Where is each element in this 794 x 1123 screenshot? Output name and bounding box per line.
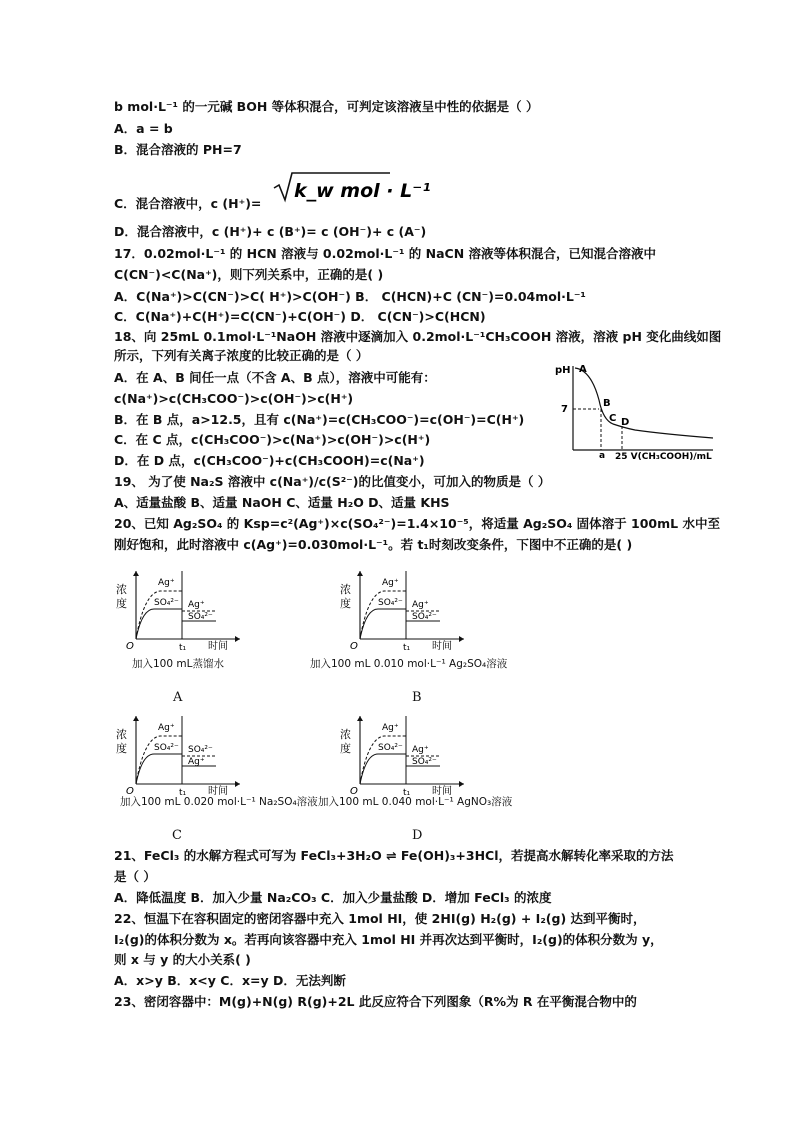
sqrt-formula bbox=[272, 170, 431, 207]
q22-options: A．x>y B．x<y C．x=y D．无法判断 bbox=[114, 973, 346, 988]
q17-stem-line-1: 17．0.02mol·L⁻¹ 的 HCN 溶液与 0.02mol·L⁻¹ 的 NaCN 溶液等体积混合，已知混合溶液中 bbox=[114, 246, 657, 261]
q18-option-a: A．在 A、B 间任一点（不含 A、B 点），溶液中可能有： bbox=[114, 370, 436, 385]
graph-after-bottom-label: SO₄²⁻ bbox=[412, 612, 437, 622]
q17-options-cd: C．C(Na⁺)+C(H⁺)=C(CN⁻)+C(OH⁻) D． C(CN⁻)>C(HCN) bbox=[114, 309, 486, 324]
graph-A bbox=[116, 567, 256, 652]
graph-y-label-2: 度 bbox=[116, 597, 127, 610]
q21-stem-line-1: 21、FeCl₃ 的水解方程式可写为 FeCl₃+3H₂O ⇌ Fe(OH)₃+3HCl，若提高水解转化率采取的方法 bbox=[114, 848, 674, 863]
q16-stem-line: b mol·L⁻¹ 的一元碱 BOH 等体积混合，可判定该溶液呈中性的依据是（ ） bbox=[114, 99, 539, 114]
graph-letter: A bbox=[173, 690, 183, 705]
q21-stem-line-2: 是（ ） bbox=[114, 869, 156, 884]
graph-y-arrow bbox=[357, 571, 363, 576]
graph-y-arrow bbox=[133, 571, 139, 576]
graph-after-top-label: Ag⁺ bbox=[412, 600, 429, 610]
graph-y-label: 浓 bbox=[116, 728, 127, 741]
graph-y-label-2: 度 bbox=[340, 597, 351, 610]
q22-stem-line-3: 则 x 与 y 的大小关系( ) bbox=[114, 952, 251, 967]
graph-ion-ag: Ag⁺ bbox=[382, 578, 399, 588]
graph-t1-label: t₁ bbox=[179, 788, 187, 798]
q20-stem-line-1: 20、已知 Ag₂SO₄ 的 Ksp=c²(Ag⁺)×c(SO₄²⁻)=1.4×10⁻⁵，将适量 Ag₂SO₄ 固体溶于 100mL 水中至 bbox=[114, 516, 720, 531]
q19-stem: 19、 为了使 Na₂S 溶液中 c(Na⁺)/c(S²⁻)的比值变小，可加入的物质是（ ） bbox=[114, 474, 551, 489]
q23-stem: 23、密闭容器中：M(g)+N(g) R(g)+2L 此反应符合下列图象（R%为 R 在平衡混合物中的 bbox=[114, 994, 637, 1009]
graph-so4-curve bbox=[136, 754, 182, 784]
graph-ion-so4: SO₄²⁻ bbox=[154, 743, 179, 753]
q17-stem-line-2: C(CN⁻)<C(Na⁺)，则下列关系中，正确的是( ) bbox=[114, 267, 384, 282]
graph-B bbox=[340, 567, 480, 652]
ph-y-label: pH bbox=[555, 365, 571, 376]
graph-C bbox=[116, 712, 256, 797]
graph-y-label-2: 度 bbox=[116, 742, 127, 755]
graph-after-top-label: Ag⁺ bbox=[188, 600, 205, 610]
graph-after-top-label: Ag⁺ bbox=[412, 745, 429, 755]
graph-x-arrow bbox=[235, 781, 240, 787]
ph-point-b: B bbox=[603, 398, 611, 409]
graph-D bbox=[340, 712, 480, 797]
graph-so4-curve bbox=[136, 609, 182, 639]
q18-option-a-cont: c(Na⁺)>c(CH₃COO⁻)>c(OH⁻)>c(H⁺) bbox=[114, 391, 354, 406]
graph-y-label: 浓 bbox=[340, 728, 351, 741]
graph-after-bottom-label: SO₄²⁻ bbox=[188, 612, 213, 622]
graph-ion-ag: Ag⁺ bbox=[382, 723, 399, 733]
graph-ion-ag: Ag⁺ bbox=[158, 578, 175, 588]
graph-y-label: 浓 bbox=[116, 583, 127, 596]
graph-x-arrow bbox=[459, 781, 464, 787]
graph-origin: O bbox=[350, 786, 358, 797]
q16-option-b: B．混合溶液的 PH=7 bbox=[114, 142, 242, 157]
q18-option-d: D．在 D 点，c(CH₃COO⁻)+c(CH₃COOH)=c(Na⁺) bbox=[114, 453, 425, 468]
graph-y-label: 浓 bbox=[340, 583, 351, 596]
graph-caption: 加入100 mL 0.040 mol·L⁻¹ AgNO₃溶液 bbox=[318, 796, 513, 808]
graph-origin: O bbox=[350, 641, 358, 652]
graph-t1-label: t₁ bbox=[403, 643, 411, 653]
q16-option-a: A．a = b bbox=[114, 121, 173, 136]
sqrt-formula-text: k_w mol · L⁻¹ bbox=[294, 180, 431, 202]
graph-ion-so4: SO₄²⁻ bbox=[378, 598, 403, 608]
q16-option-d: D．混合溶液中，c (H⁺)+ c (B⁺)= c (OH⁻)+ c (A⁻) bbox=[114, 224, 427, 239]
graph-letter: C bbox=[172, 828, 182, 843]
q21-options: A．降低温度 B．加入少量 Na₂CO₃ C．加入少量盐酸 D．增加 FeCl₃ 的浓度 bbox=[114, 890, 552, 905]
ph-tick-7: 7 bbox=[561, 404, 568, 415]
graph-x-label: 时间 bbox=[208, 786, 228, 797]
graph-caption: 加入100 mL 0.020 mol·L⁻¹ Na₂SO₄溶液 bbox=[120, 796, 318, 808]
graph-y-arrow bbox=[357, 716, 363, 721]
ph-point-a: A bbox=[579, 364, 587, 375]
graph-so4-curve bbox=[360, 609, 406, 639]
graph-caption: 加入100 mL蒸馏水 bbox=[132, 658, 224, 670]
graph-letter: B bbox=[412, 690, 422, 705]
graph-ion-so4: SO₄²⁻ bbox=[154, 598, 179, 608]
graph-ion-ag: Ag⁺ bbox=[158, 723, 175, 733]
q20-stem-line-2: 刚好饱和，此时溶液中 c(Ag⁺)=0.030mol·L⁻¹。若 t₁时刻改变条件，下图中不正确的是( ) bbox=[114, 537, 633, 552]
ph-x-a: a bbox=[599, 451, 606, 461]
graph-so4-curve bbox=[360, 754, 406, 784]
graph-origin: O bbox=[126, 786, 134, 797]
graph-y-arrow bbox=[133, 716, 139, 721]
graph-t1-label: t₁ bbox=[179, 643, 187, 653]
q22-stem-line-2: I₂(g)的体积分数为 x。若再向该容器中充入 1mol HI 并再次达到平衡时，I₂(g)的体积分数为 y， bbox=[114, 932, 663, 947]
q18-option-c: C．在 C 点，c(CH₃COO⁻)>c(Na⁺)>c(OH⁻)>c(H⁺) bbox=[114, 432, 431, 447]
graph-letter: D bbox=[412, 828, 423, 843]
q18-stem-line-1: 18、向 25mL 0.1mol·L⁻¹NaOH 溶液中逐滴加入 0.2mol·L⁻¹CH₃COOH 溶液，溶液 pH 变化曲线如图 bbox=[114, 329, 722, 344]
graph-x-label: 时间 bbox=[432, 786, 452, 797]
graph-caption: 加入100 mL 0.010 mol·L⁻¹ Ag₂SO₄溶液 bbox=[310, 658, 508, 670]
ph-curve-chart bbox=[553, 360, 723, 460]
graph-after-bottom-label: SO₄²⁻ bbox=[412, 757, 437, 767]
graph-x-label: 时间 bbox=[208, 641, 228, 652]
graph-after-top-label: SO₄²⁻ bbox=[188, 745, 213, 755]
ph-point-c: C bbox=[609, 413, 617, 424]
ph-point-d: D bbox=[621, 417, 630, 428]
graph-x-arrow bbox=[235, 636, 240, 642]
q22-stem-line-1: 22、恒温下在容积固定的密闭容器中充入 1mol HI，使 2HI(g) H₂(g) + I₂(g) 达到平衡时， bbox=[114, 911, 646, 926]
graph-after-bottom-label: Ag⁺ bbox=[188, 757, 205, 767]
graph-y-label-2: 度 bbox=[340, 742, 351, 755]
ph-curve bbox=[575, 368, 713, 438]
graph-t1-label: t₁ bbox=[403, 788, 411, 798]
q18-option-b: B．在 B 点，a>12.5，且有 c(Na⁺)=c(CH₃COO⁻)=c(OH⁻)=C(H⁺) bbox=[114, 412, 525, 427]
q17-options-ab: A．C(Na⁺)>C(CN⁻)>C( H⁺)>C(OH⁻) B． C(HCN)+C (CN⁻)=0.04mol·L⁻¹ bbox=[114, 289, 586, 304]
q19-options: A、适量盐酸 B、适量 NaOH C、适量 H₂O D、适量 KHS bbox=[114, 495, 450, 510]
ph-x-label: 25 V(CH₃COOH)/mL bbox=[615, 452, 712, 462]
graph-origin: O bbox=[126, 641, 134, 652]
graph-ion-so4: SO₄²⁻ bbox=[378, 743, 403, 753]
graph-x-arrow bbox=[459, 636, 464, 642]
q18-stem-line-2: 所示，下列有关离子浓度的比较正确的是（ ） bbox=[114, 348, 369, 363]
graph-x-label: 时间 bbox=[432, 641, 452, 652]
q16-option-c: C．混合溶液中，c (H⁺)= bbox=[114, 196, 262, 211]
